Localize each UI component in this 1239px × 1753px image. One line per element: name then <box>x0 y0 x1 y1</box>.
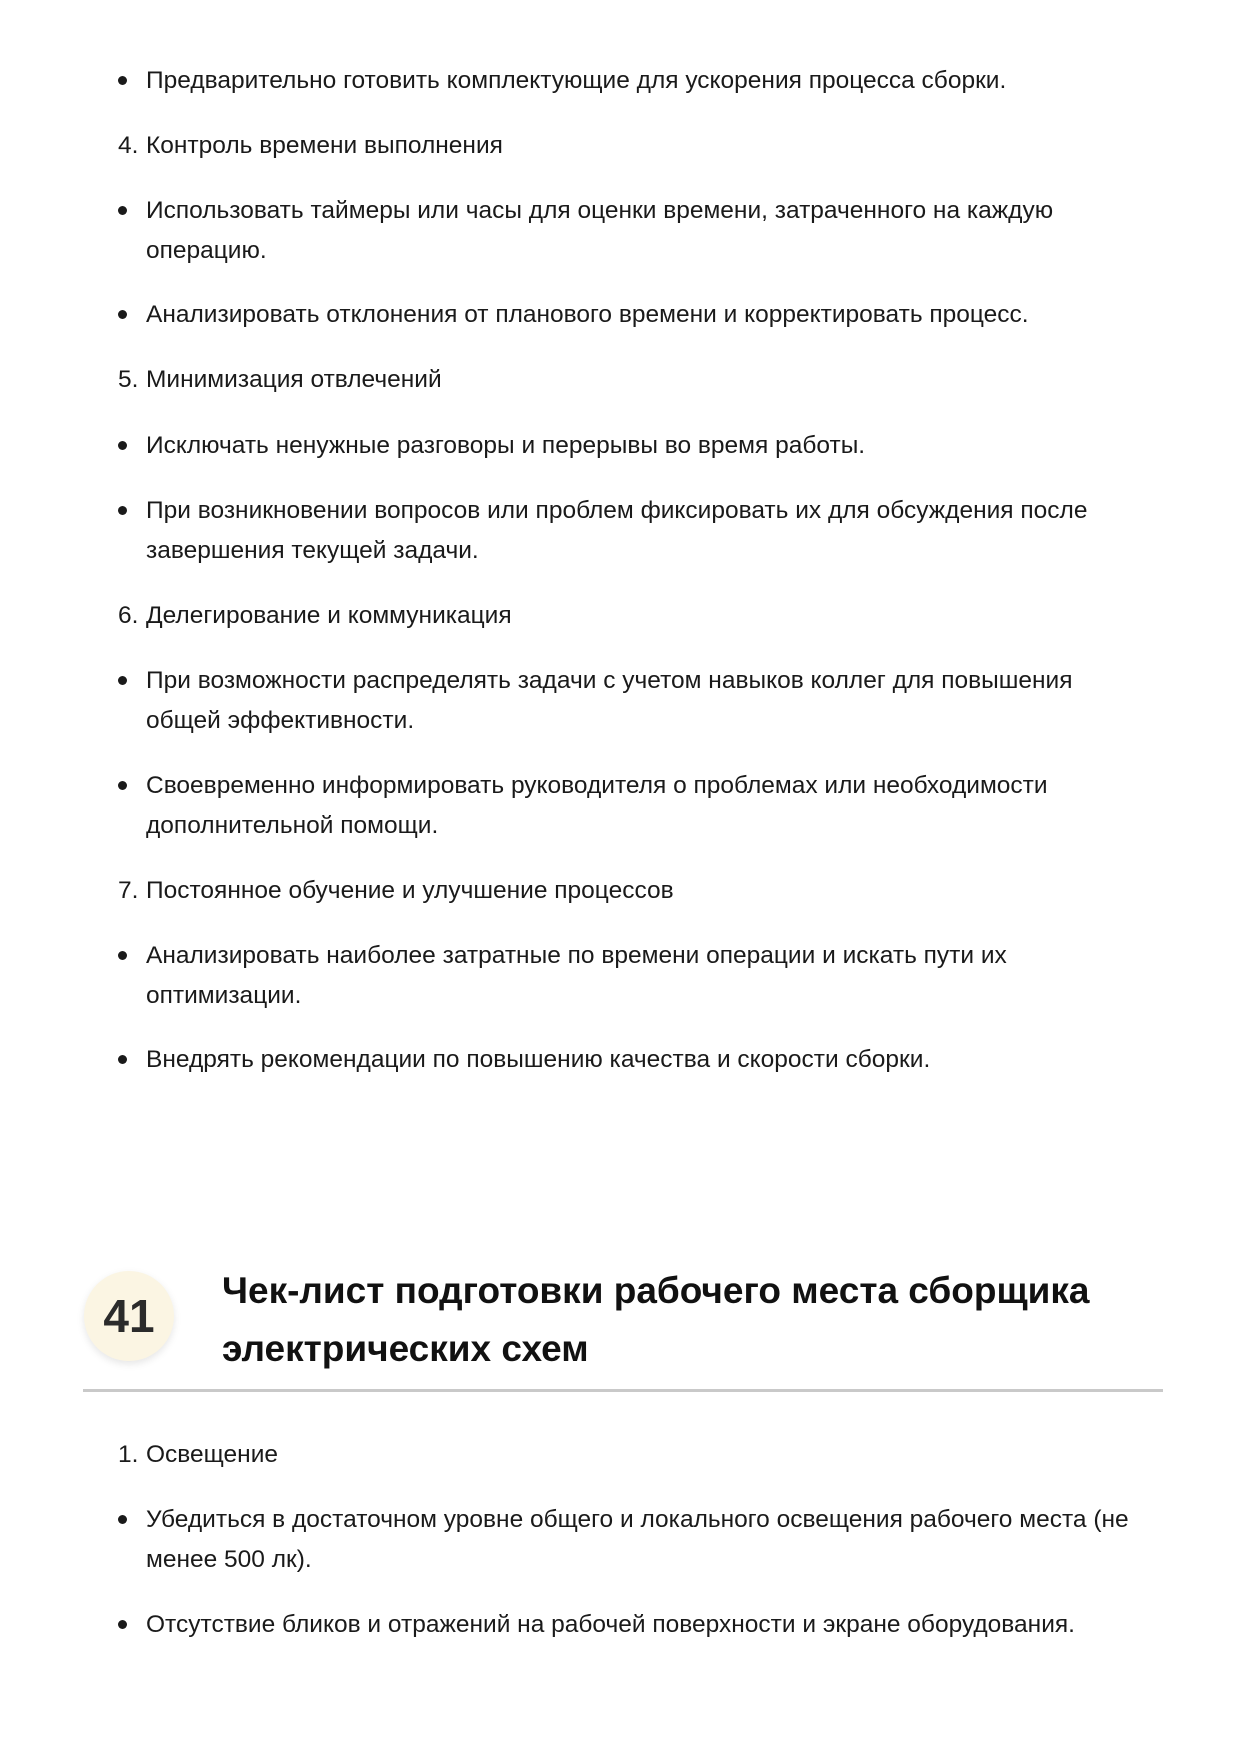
heading-number: 5. <box>118 366 139 393</box>
bullet-dot-icon <box>118 441 127 450</box>
heading-text: Освещение <box>146 1441 279 1468</box>
section-title <box>222 1262 1162 1378</box>
heading-number: 6. <box>118 602 139 629</box>
bullet-dot-icon <box>118 781 127 790</box>
section-title-line2: электрических схем <box>222 1328 589 1369</box>
numbered-heading <box>118 595 512 636</box>
bullet-dot-icon <box>118 76 127 85</box>
bullet-dot-icon <box>118 206 127 215</box>
numbered-heading <box>118 870 674 911</box>
bullet-dot-icon <box>118 1620 127 1629</box>
list-item: Предварительно готовить комплектующие для ускорения процесса сборки. <box>146 67 1007 94</box>
list-item: При возможности распределять задачи с учетом навыков коллег для повышения <box>146 667 1073 694</box>
numbered-heading <box>118 125 503 166</box>
heading-number: 4. <box>118 132 139 159</box>
bullet-dot-icon <box>118 310 127 319</box>
bullet-dot-icon <box>118 1515 127 1524</box>
heading-number: 1. <box>118 1441 139 1468</box>
heading-text: Постоянное обучение и улучшение процессов <box>146 877 674 904</box>
bullet-dot-icon <box>118 506 127 515</box>
list-item: Убедиться в достаточном уровне общего и локального освещения рабочего места (не <box>146 1506 1129 1533</box>
list-item-continuation: дополнительной помощи. <box>146 812 439 839</box>
list-item-continuation: операцию. <box>146 237 267 264</box>
list-item-continuation: оптимизации. <box>146 982 302 1009</box>
bullet-dot-icon <box>118 951 127 960</box>
numbered-heading <box>118 359 442 400</box>
list-item: Использовать таймеры или часы для оценки времени, затраченного на каждую <box>146 197 1054 224</box>
heading-text: Контроль времени выполнения <box>146 132 503 159</box>
numbered-heading <box>118 1434 278 1475</box>
list-item: Внедрять рекомендации по повышению качества и скорости сборки. <box>146 1046 931 1073</box>
list-item: Исключать ненужные разговоры и перерывы во время работы. <box>146 432 866 459</box>
list-item: Анализировать отклонения от планового времени и корректировать процесс. <box>146 301 1029 328</box>
bullet-dot-icon <box>118 1055 127 1064</box>
section-title-line1: Чек-лист подготовки рабочего места сборщика <box>222 1270 1090 1311</box>
section-divider <box>83 1389 1163 1392</box>
list-item: Анализировать наиболее затратные по времени операции и искать пути их <box>146 942 1007 969</box>
list-item: При возникновении вопросов или проблем фиксировать их для обсуждения после <box>146 497 1088 524</box>
heading-number: 7. <box>118 877 139 904</box>
bullet-dot-icon <box>118 676 127 685</box>
list-item-continuation: общей эффективности. <box>146 707 415 734</box>
heading-text: Делегирование и коммуникация <box>146 602 512 629</box>
list-item: Своевременно информировать руководителя о проблемах или необходимости <box>146 772 1048 799</box>
list-item: Отсутствие бликов и отражений на рабочей поверхности и экране оборудования. <box>146 1611 1075 1638</box>
list-item-continuation: завершения текущей задачи. <box>146 537 479 564</box>
list-item-continuation: менее 500 лк). <box>146 1546 312 1573</box>
section-number-badge: 41 <box>84 1271 174 1361</box>
heading-text: Минимизация отвлечений <box>146 366 442 393</box>
